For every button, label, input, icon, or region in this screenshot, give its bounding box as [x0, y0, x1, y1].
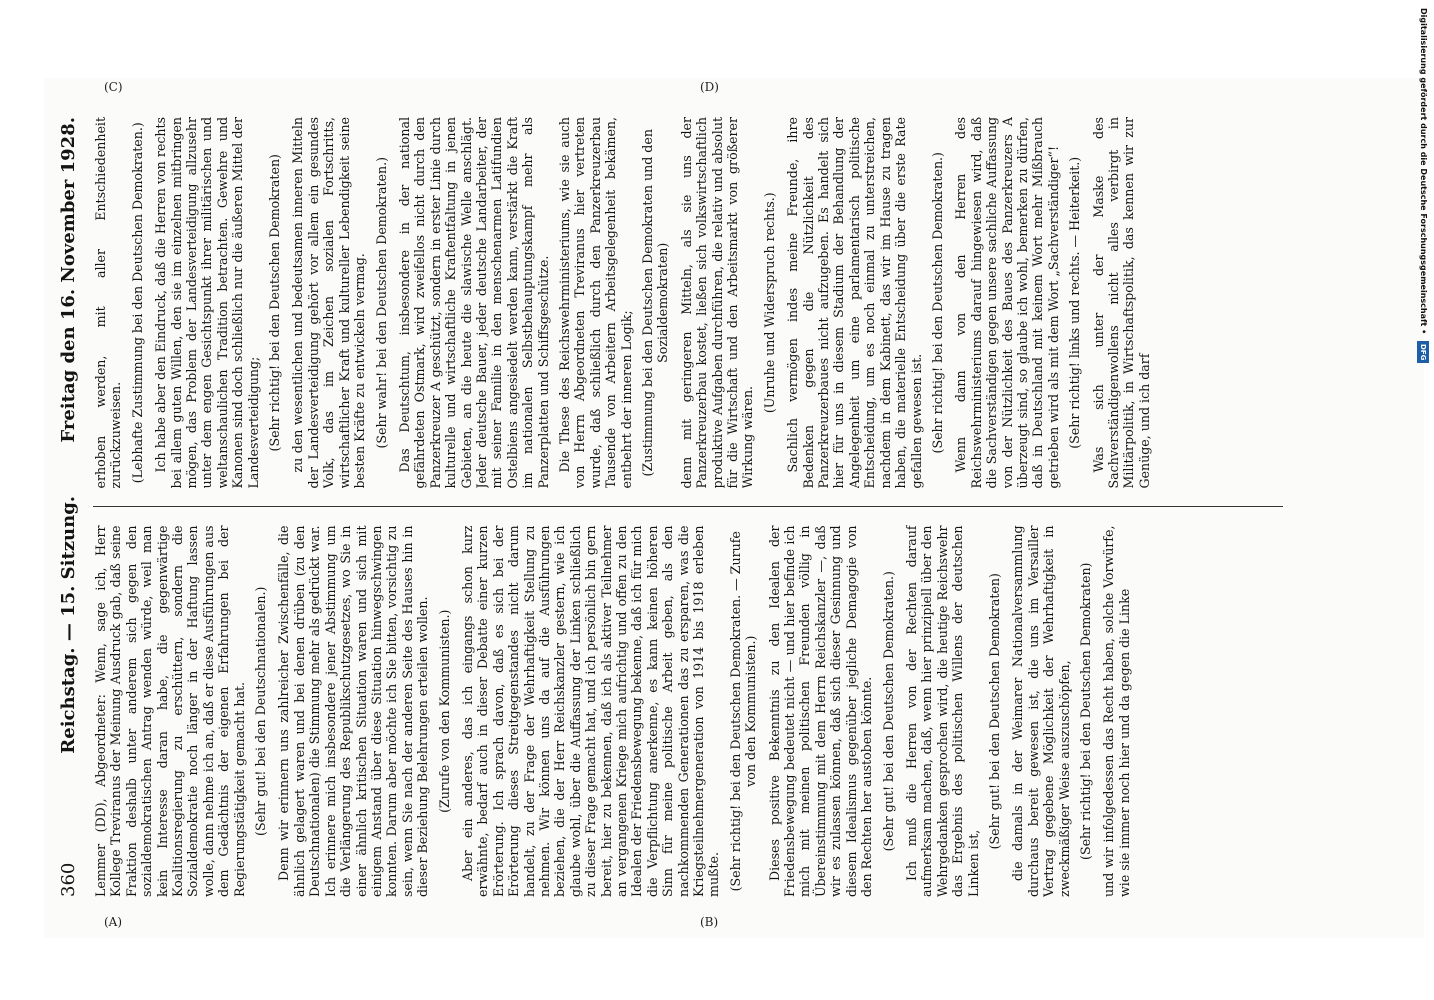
- interjection: (Sehr richtig! bei den Deutschen Demokraten. — Zurufe von den Kommunisten.): [727, 531, 759, 892]
- interjection: (Zustimmung bei den Deutschen Demokraten und den Sozialdemokraten): [640, 129, 671, 477]
- interjection: (Sehr richtig! bei den Deutschen Demokraten): [1077, 562, 1093, 860]
- paragraph: Dieses positive Bekenntnis zu den Idealen der Friedensbewegung bedeutet nicht — und hier befinde ich mich mit meinen politischen Freunden völlig in Übereinstimmung mit dem Herrn Reichskanzler —, daß wir es zulassen können, daß sich dieser Gesinnung und diesem Idealismus gegenüber jegliche Demagogie von den Rechten her austoben könnte.: [766, 525, 875, 897]
- paragraph: Aber ein anderes, das ich eingangs schon kurz erwähnte, bedarf auch in dieser Debatte einer kurzen Erörterung. Ich sprach davon, daß es sich bei der Erörterung dieses Streitgegenstandes nicht darum handelt, zu der Frage der Wehrhaftigkeit Stellung zu nehmen. Wir können uns da auf die Ausführungen beziehen, die der Herr Reichskanzler gestern, wie ich glaube wohl, über die Auffassung der Linken schließlich zu dieser Frage gemacht hat, und ich persönlich bin gern bereit, hier zu bekennen, daß ich als aktiver Teilnehmer an vergangenen Kriege mich aufrichtig und offen zu den Idealen der Friedensbewegung bekenne, daß ich für mich die Verpflichtung anerkenne, es kann keinen höheren Sinn für meine politische Arbeit geben, als den nachkommenden Generationen das zu ersparen, was die Kriegsteilnehmergeneration von 1914 bis 1918 erleben mußte.: [459, 525, 722, 897]
- interjection: (Zurufe von den Kommunisten.): [436, 609, 452, 813]
- text-columns: [93, 117, 1283, 897]
- paragraph: Was sich unter der Maske des Sachverständigenwollens nicht alles verbirgt in Militärpolitik, in Wirtschaftspolitik, das kennen wir zur Genüge, und ich darf: [1090, 116, 1152, 489]
- margin-marker-c: (C): [104, 80, 123, 94]
- paragraph: erhoben werden, mit aller Entschiedenheit zurückzuweisen.: [93, 116, 124, 489]
- interjection: (Lebhafte Zustimmung bei den Deutschen Demokraten.): [129, 122, 145, 484]
- paragraph: denn mit geringeren Mitteln, als sie uns der Panzerkreuzerbau kostet, ließen sich volkswirtschaftlich produktive Aufgaben durchführen, die relativ und absolut für die Wirtschaft und den Arbeitsmarkt von größerer Wirkung wären.: [678, 116, 756, 489]
- paragraph: Sachlich vermögen indes meine Freunde, ihre Bedenken gegen die Nützlichkeit des Panzerkreuzerbaues nicht aufzugeben. Es handelt sich hier für uns in diesem Stadium der Behandlung der Angelegenheit um eine parlamentarisch politische Entscheidung, um es noch einmal zu unterstreichen, nachdem in dem Kabinett, das wir im Hause zu tragen haben, die materielle Entscheidung über die erste Rate gefallen gewesen ist.: [785, 116, 924, 489]
- interjection: (Sehr richtig! links und rechts. — Heiterkeit.): [1067, 156, 1083, 449]
- paragraph: zu den wesentlichen und bedeutsamen inneren Mitteln der Landesverteidigung gehört vor allem ein gesundes Volk, das im Zeichen sozialen Fortschritts, wirtschaftlicher Kraft und kultureller Lebendigkeit seine besten Kräfte zu entwickeln vermag.: [290, 116, 368, 489]
- margin-marker-a: (A): [104, 915, 123, 929]
- paragraph: die damals in der Weimarer Nationalversammlung durchaus bereit gewesen ist, die uns im Versailler Vertrag gegebene Möglichkeit der Wehrhaftigkeit in zweckmäßiger Weise auszuschöpfen,: [1010, 525, 1072, 897]
- document-page: [44, 77, 1304, 937]
- paragraph: Ich habe aber den Eindruck, daß die Herren von rechts bei allem guten Willen, den sie im einzelnen mitbringen mögen, das Problem der Landesverteidigung allzusehr unter dem engen Gesichtspunkt ihrer militärischen und weltanschaulichen Tradition betrachten. Gewehre und Kanonen sind doch schließlich nur die äußeren Mittel der Landesverteidigung;: [153, 116, 261, 489]
- interjection: (Sehr richtig! bei den Deutschen Demokraten): [267, 154, 283, 452]
- dfg-logo: DFG: [1417, 341, 1429, 363]
- paragraph: und wir infolgedessen das Recht haben, solche Vorwürfe, wie sie immer noch hier und da gegen die Linke: [1101, 525, 1132, 897]
- page-number: 360: [58, 862, 79, 897]
- column-left: [93, 525, 1283, 897]
- dfg-credit-sidebar: [1416, 8, 1430, 998]
- interjection: (Sehr wahr! bei den Deutschen Demokraten.): [373, 157, 389, 449]
- interjection: (Sehr richtig! bei den Deutschen Demokraten.): [929, 152, 945, 454]
- dfg-credit-text-wrapper: [1416, 8, 1430, 998]
- paragraph: Lemmer (DD), Abgeordneter: Wenn, sage ich, Herr Kollege Treviranus der Meinung Ausdruck gab, daß seine Fraktion deshalb unter anderem sich gegen den sozialdemokratischen Antrag wenden würde, weil man kein Interesse daran habe, die gegenwärtige Koalitionsregierung zu erschüttern, sondern die Sozialdemokratie noch länger in der Haftung lassen wolle, dann nehme ich an, daß er diese Ausführungen aus dem Gedächtnis der eigenen Erfahrungen bei der Regierungstätigkeit gemacht hat.: [93, 525, 247, 897]
- interjection: (Unruhe und Widerspruch rechts.): [761, 192, 777, 414]
- column-divider: [93, 507, 1283, 508]
- interjection: (Sehr gut! bei den Deutschen Demokraten): [986, 573, 1002, 850]
- interjection: (Sehr gut! bei den Deutschnationalen.): [253, 586, 269, 836]
- paragraph: Denn wir erinnern uns zahlreicher Zwischenfälle, die ähnlich gelagert waren und bei denen drüben (zu den Deutschnationalen) die Stimmung mehr als gedrückt war. Ich erinnere mich insbesondere jener Abstimmung um die Verlängerung des Republikschutzgesetzes, wo Sie in einer ähnlich kritischen Situation waren und sich mit einigem Anstand über diese Situation hinwegschwingen konnten. Darum aber möchte ich Sie bitten, vorsichtig zu sein, wenn Sie nach der anderen Seite des Hauses hin in dieser Beziehung Belehrungen erteilen wollen.: [276, 525, 431, 897]
- margin-marker-b: (B): [700, 915, 719, 929]
- paragraph: Die These des Reichswehrministeriums, wie sie auch von Herrn Abgeordneten Treviranus hier vertreten wurde, daß schließlich durch den Panzerkreuzerbau Tausende von Arbeitern Arbeitsgelegenheit bekämen, entbehrt der inneren Logik;: [556, 116, 634, 489]
- paragraph: Ich muß die Herren von der Rechten darauf aufmerksam machen, daß, wenn hier prinzipiell über den Wehrgedanken gesprochen wird, die heutige Reichswehr das Ergebnis des politischen Willens der deutschen Linken ist,: [903, 525, 981, 897]
- session-date: Freitag den 16. November 1928.: [58, 117, 79, 443]
- dfg-credit-text: Digitalisierung gefördert durch die Deutsche Forschungsgemeinschaft •: [1419, 8, 1428, 335]
- page-header: [58, 117, 79, 897]
- paragraph: Das Deutschtum, insbesondere in der national gefährdeten Ostmark, wird zweifellos nicht durch den Panzerkreuzer A geschützt, sondern in erster Linie durch kulturelle und wirtschaftliche Kraftentfaltung in jenen Gebieten, an die heute die slawische Welle anschlägt. Jeder deutsche Bauer, jeder deutsche Landarbeiter, der mit seiner Familie in den menschenarmen Latifundien Ostelbiens angesiedelt werden kann, verstärkt die Kraft im nationalen Selbstbehauptungskampf mehr als Panzerplatten und Schiffsgeschütze.: [396, 116, 551, 489]
- margin-marker-d: (D): [700, 80, 719, 94]
- session-title: Reichstag. — 15. Sitzung.: [58, 495, 79, 754]
- interjection: (Sehr gut! bei den Deutschen Demokraten.): [880, 571, 896, 852]
- paragraph: Wenn dann von den Herren des Reichswehrministeriums darauf hingewiesen wird, daß die Sachverständigen gegen unsere sachliche Auffassung von der Nützlichkeit des Baues des Panzerkreuzers A überzeugt sind, so glaube ich wohl, bemerken zu dürfen, daß in Deutschland mit keinem Wort mehr Mißbrauch getrieben wird als mit dem Wort „Sachverständiger“!: [953, 116, 1061, 489]
- column-right: [93, 117, 1283, 489]
